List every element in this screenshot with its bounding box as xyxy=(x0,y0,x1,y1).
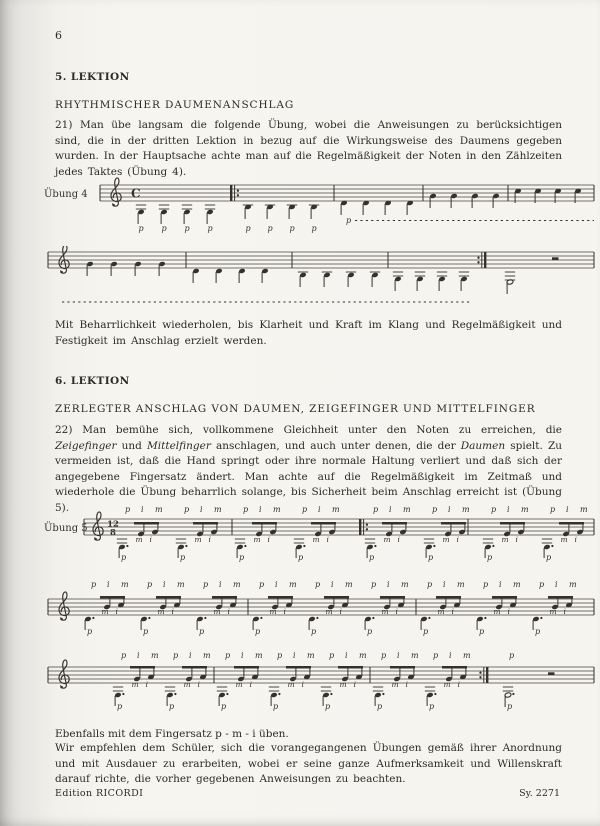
svg-text:i: i xyxy=(345,651,348,660)
svg-text:m: m xyxy=(121,580,129,589)
svg-text:i: i xyxy=(171,607,174,616)
svg-text:i: i xyxy=(395,607,398,616)
svg-text:i: i xyxy=(443,580,446,589)
svg-text:i: i xyxy=(555,580,558,589)
uebung4-system2-notation xyxy=(0,246,600,320)
svg-text:i: i xyxy=(457,680,460,689)
svg-text:p: p xyxy=(184,224,190,233)
svg-text:p: p xyxy=(277,651,283,660)
svg-text:i: i xyxy=(107,580,110,589)
svg-text:i: i xyxy=(163,580,166,589)
svg-text:p: p xyxy=(546,553,552,562)
svg-text:i: i xyxy=(115,607,118,616)
svg-text:m: m xyxy=(462,505,470,514)
svg-text:i: i xyxy=(515,535,518,544)
svg-text:m: m xyxy=(463,651,471,660)
svg-text:i: i xyxy=(249,680,252,689)
svg-text:p: p xyxy=(428,553,434,562)
svg-text:p: p xyxy=(147,580,153,589)
svg-text:p: p xyxy=(173,651,179,660)
svg-text:i: i xyxy=(318,505,321,514)
svg-text:m: m xyxy=(411,651,419,660)
svg-text:p: p xyxy=(245,224,251,233)
svg-text:m: m xyxy=(287,680,295,689)
svg-text:p: p xyxy=(161,224,167,233)
svg-text:i: i xyxy=(189,651,192,660)
svg-text:p: p xyxy=(125,505,131,514)
svg-text:12: 12 xyxy=(107,519,119,530)
svg-text:m: m xyxy=(157,607,165,616)
svg-text:m: m xyxy=(442,535,450,544)
svg-text:p: p xyxy=(255,627,261,636)
svg-text:m: m xyxy=(233,580,241,589)
svg-text:m: m xyxy=(359,651,367,660)
svg-text:m: m xyxy=(269,607,277,616)
svg-text:i: i xyxy=(574,535,577,544)
svg-text:p: p xyxy=(207,224,213,233)
lesson5-closing-paragraph: Mit Beharrlichkeit wiederholen, bis Klarheit und Kraft im Klang und Regelmäßigkeit und Festigkeit im Anschlag erzielt werden. xyxy=(55,319,562,347)
svg-text:p: p xyxy=(91,580,97,589)
svg-text:p: p xyxy=(483,580,489,589)
uebung5-system3-notation xyxy=(0,648,600,730)
svg-text:p: p xyxy=(169,702,175,711)
svg-text:i: i xyxy=(275,580,278,589)
text-run: 22) Man bemühe sich, vollkommene Gleichheit unter den Noten zu erreichen, die xyxy=(55,424,562,436)
svg-text:p: p xyxy=(121,553,127,562)
svg-text:m: m xyxy=(312,535,320,544)
svg-text:m: m xyxy=(569,580,577,589)
svg-text:p: p xyxy=(325,702,331,711)
svg-text:i: i xyxy=(219,580,222,589)
music-notation-svg xyxy=(0,648,600,730)
svg-text:m: m xyxy=(513,580,521,589)
svg-text:i: i xyxy=(137,651,140,660)
svg-text:i: i xyxy=(145,680,148,689)
svg-text:p: p xyxy=(239,553,245,562)
svg-text:p: p xyxy=(429,702,435,711)
svg-text:p: p xyxy=(491,505,497,514)
svg-text:i: i xyxy=(499,580,502,589)
lesson6-heading: 6. LEKTION xyxy=(55,375,130,387)
svg-text:i: i xyxy=(387,580,390,589)
svg-text:m: m xyxy=(214,505,222,514)
svg-text:m: m xyxy=(580,505,588,514)
svg-text:8: 8 xyxy=(110,527,116,538)
svg-text:i: i xyxy=(200,505,203,514)
svg-text:p: p xyxy=(221,702,227,711)
svg-text:m: m xyxy=(493,607,501,616)
svg-text:p: p xyxy=(373,505,379,514)
svg-text:p: p xyxy=(121,651,127,660)
svg-text:m: m xyxy=(203,651,211,660)
svg-text:p: p xyxy=(117,702,123,711)
paragraph-21: 21) Man übe langsam die folgende Übung, wobei die Anweisungen zu berücksichtigen sind, die in der dritten Lektion in bezug auf die Wirkungsweise des Daumens gegeben wurden. In der Hauptsache achte man auf die Regelmäßigkeit der Noten in den Zählzeiten jedes Taktes (Übung 4). xyxy=(55,119,562,178)
svg-text:p: p xyxy=(329,651,335,660)
svg-text:m: m xyxy=(443,680,451,689)
svg-text:m: m xyxy=(235,680,243,689)
svg-text:m: m xyxy=(289,580,297,589)
svg-text:i: i xyxy=(149,535,152,544)
svg-text:p: p xyxy=(535,627,541,636)
svg-text:p: p xyxy=(433,651,439,660)
fingering-note-line: Ebenfalls mit dem Fingersatz p - m - i üben. xyxy=(55,728,289,740)
svg-text:i: i xyxy=(456,535,459,544)
svg-text:p: p xyxy=(479,627,485,636)
svg-text:p: p xyxy=(302,505,308,514)
svg-text:m: m xyxy=(194,535,202,544)
plate-number: Sy. 2271 xyxy=(519,788,560,799)
italic-term: Mittelfinger xyxy=(147,439,211,452)
svg-text:p: p xyxy=(225,651,231,660)
svg-text:p: p xyxy=(381,651,387,660)
svg-text:m: m xyxy=(560,535,568,544)
svg-text:m: m xyxy=(332,505,340,514)
svg-text:p: p xyxy=(427,580,433,589)
svg-text:i: i xyxy=(326,535,329,544)
svg-text:i: i xyxy=(448,505,451,514)
svg-text:p: p xyxy=(550,505,556,514)
svg-text:m: m xyxy=(155,505,163,514)
svg-text:p: p xyxy=(423,627,429,636)
svg-text:i: i xyxy=(293,651,296,660)
svg-text:i: i xyxy=(397,651,400,660)
svg-text:m: m xyxy=(131,680,139,689)
svg-text:p: p xyxy=(184,505,190,514)
svg-text:p: p xyxy=(87,627,93,636)
svg-text:p: p xyxy=(267,224,273,233)
svg-text:p: p xyxy=(509,651,515,660)
svg-text:p: p xyxy=(143,627,149,636)
svg-text:Übung 5: Übung 5 xyxy=(44,523,88,534)
svg-text:m: m xyxy=(383,535,391,544)
svg-text:m: m xyxy=(501,535,509,544)
svg-text:p: p xyxy=(507,702,513,711)
uebung5-system2-notation xyxy=(0,578,600,648)
svg-text:m: m xyxy=(457,580,465,589)
svg-text:i: i xyxy=(405,680,408,689)
svg-text:m: m xyxy=(521,505,529,514)
svg-text:m: m xyxy=(255,651,263,660)
svg-text:p: p xyxy=(311,627,317,636)
svg-text:m: m xyxy=(253,535,261,544)
svg-text:p: p xyxy=(180,553,186,562)
svg-text:i: i xyxy=(259,505,262,514)
music-notation-svg xyxy=(0,578,600,648)
page-number: 6 xyxy=(55,29,62,42)
svg-text:i: i xyxy=(241,651,244,660)
svg-text:p: p xyxy=(138,224,144,233)
svg-text:i: i xyxy=(301,680,304,689)
svg-text:p: p xyxy=(203,580,209,589)
svg-text:p: p xyxy=(311,224,317,233)
uebung4-system1-notation xyxy=(0,176,600,246)
svg-text:i: i xyxy=(563,607,566,616)
svg-text:i: i xyxy=(397,535,400,544)
svg-text:p: p xyxy=(369,553,375,562)
italic-term: Daumen xyxy=(460,439,506,452)
music-notation-svg xyxy=(0,498,600,578)
svg-text:p: p xyxy=(367,627,373,636)
svg-text:m: m xyxy=(391,680,399,689)
svg-text:i: i xyxy=(227,607,230,616)
svg-text:m: m xyxy=(345,580,353,589)
svg-text:i: i xyxy=(353,680,356,689)
svg-text:m: m xyxy=(273,505,281,514)
text-run: anschlagen, und auch unter denen, die der xyxy=(210,439,461,452)
svg-text:p: p xyxy=(199,627,205,636)
svg-text:i: i xyxy=(283,607,286,616)
svg-text:i: i xyxy=(507,607,510,616)
svg-text:m: m xyxy=(177,580,185,589)
svg-text:p: p xyxy=(539,580,545,589)
music-notation-svg xyxy=(0,246,600,320)
music-notation-svg xyxy=(0,176,600,246)
svg-text:m: m xyxy=(549,607,557,616)
svg-text:i: i xyxy=(389,505,392,514)
italic-term: Zeigefinger xyxy=(55,439,117,452)
svg-text:p: p xyxy=(259,580,265,589)
svg-text:p: p xyxy=(346,216,352,225)
svg-text:p: p xyxy=(315,580,321,589)
svg-text:m: m xyxy=(401,580,409,589)
svg-text:i: i xyxy=(267,535,270,544)
svg-text:C: C xyxy=(131,186,141,201)
svg-text:i: i xyxy=(566,505,569,514)
svg-text:i: i xyxy=(331,580,334,589)
svg-text:p: p xyxy=(298,553,304,562)
svg-text:m: m xyxy=(151,651,159,660)
svg-text:p: p xyxy=(289,224,295,233)
svg-text:i: i xyxy=(339,607,342,616)
svg-text:p: p xyxy=(487,553,493,562)
text-run: spielt. Zu vermeiden ist, daß die Hand springt oder ihre normale Haltung verliert und daß sich der angegebene Fingersatz ändert. Man achte auf die Regelmäßigkeit im Zeitmaß und wiederhole die Übung beharrlich solange, bis Sicherheit beim Anschlag erreicht ist (Übung 5). xyxy=(55,439,563,514)
edition-imprint: Edition RICORDI xyxy=(55,788,144,799)
svg-text:i: i xyxy=(197,680,200,689)
svg-text:p: p xyxy=(243,505,249,514)
lesson6-subheading: ZERLEGTER ANSCHLAG VON DAUMEN, ZEIGEFINGER UND MITTELFINGER xyxy=(55,403,536,415)
svg-text:i: i xyxy=(208,535,211,544)
svg-text:p: p xyxy=(371,580,377,589)
svg-text:i: i xyxy=(449,651,452,660)
svg-text:m: m xyxy=(339,680,347,689)
svg-text:m: m xyxy=(213,607,221,616)
svg-text:m: m xyxy=(381,607,389,616)
svg-text:i: i xyxy=(507,505,510,514)
svg-text:p: p xyxy=(273,702,279,711)
lesson5-subheading: RHYTHMISCHER DAUMENANSCHLAG xyxy=(55,99,295,111)
svg-text:i: i xyxy=(141,505,144,514)
svg-text:m: m xyxy=(437,607,445,616)
svg-text:Übung 4: Übung 4 xyxy=(44,189,88,200)
svg-text:m: m xyxy=(101,607,109,616)
text-run: und xyxy=(116,439,148,452)
svg-text:m: m xyxy=(183,680,191,689)
svg-text:i: i xyxy=(451,607,454,616)
svg-text:p: p xyxy=(377,702,383,711)
svg-text:m: m xyxy=(325,607,333,616)
svg-text:m: m xyxy=(307,651,315,660)
svg-text:p: p xyxy=(432,505,438,514)
lesson5-heading: 5. LEKTION xyxy=(55,71,130,83)
svg-text:m: m xyxy=(135,535,143,544)
svg-text:m: m xyxy=(403,505,411,514)
lesson6-closing-paragraph: Wir empfehlen dem Schüler, sich die vorangegangenen Übungen gemäß ihrer Anordnung und mit Ausdauer zu erarbeiten, wobei er seine ganze Aufmerksamkeit und Willenskraft darauf richte, die vorher gegebenen Anweisungen zu beachten. xyxy=(55,742,562,786)
uebung5-system1-notation xyxy=(0,498,600,578)
